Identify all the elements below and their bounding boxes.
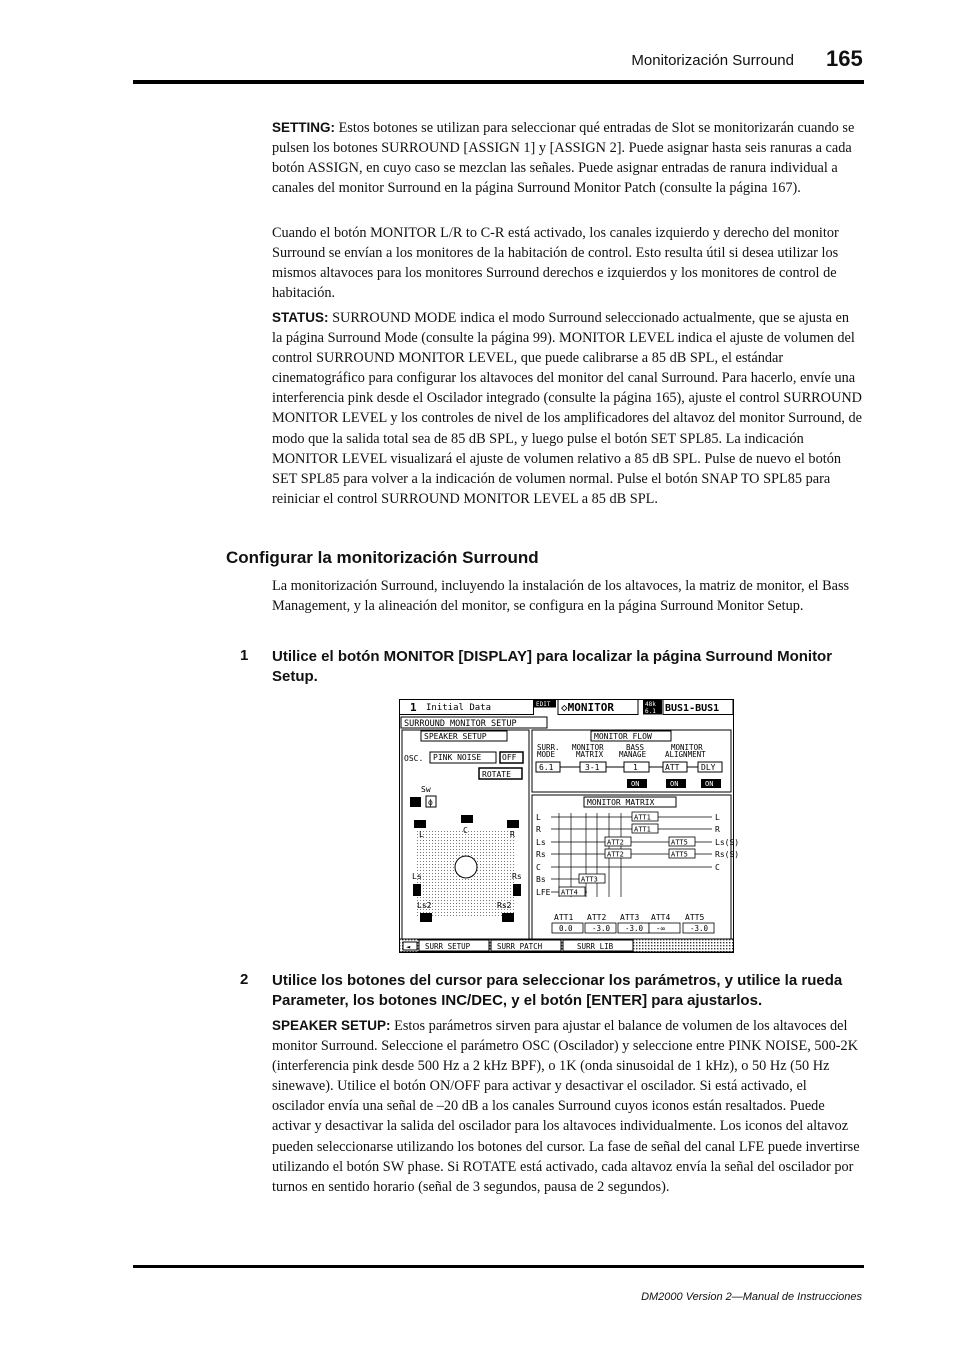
matrix-input-ls: Ls xyxy=(536,838,546,847)
speaker-rs2-icon[interactable] xyxy=(502,913,514,922)
matrix-output-rss: Rs(S) xyxy=(715,850,740,859)
intro-paragraph: La monitorización Surround, incluyendo la instalación de los altavoces, la matriz de monitor, el Bass Management, y la alineación del monitor, se configura en la página Surround Monitor Setup. xyxy=(272,578,850,615)
speaker-ls-label: Ls xyxy=(412,872,422,881)
matrix-output-r: R xyxy=(715,825,720,834)
step-1-text: Utilice el botón MONITOR [DISPLAY] para localizar la página Surround Monitor Setup. xyxy=(272,648,833,685)
svg-text:ATT5: ATT5 xyxy=(671,838,688,847)
att-header-4: ATT4 xyxy=(651,913,671,922)
step-2-number: 2 xyxy=(240,971,249,988)
speaker-setup-paragraph xyxy=(272,1016,862,1197)
monitor-flow-title: MONITOR FLOW xyxy=(594,732,652,741)
matrix-output-c: C xyxy=(715,863,720,872)
speaker-ls2-label: Ls2 xyxy=(417,901,432,910)
svg-text:ATT5: ATT5 xyxy=(671,850,688,859)
matrix-output-l: L xyxy=(715,813,720,822)
svg-text:ATT1: ATT1 xyxy=(634,825,651,834)
edit-badge: EDIT xyxy=(536,701,551,708)
page-name: ◇MONITOR xyxy=(561,701,614,714)
flow-att-button[interactable]: ATT xyxy=(665,763,680,772)
sw-speaker-icon[interactable] xyxy=(410,797,421,807)
running-header-title: Monitorización Surround xyxy=(631,52,794,69)
page-number: 165 xyxy=(826,46,863,71)
flow-mode-value[interactable]: 6.1 xyxy=(539,763,554,772)
panel-title: SURROUND MONITOR SETUP xyxy=(404,719,517,729)
rotate-button[interactable]: ROTATE xyxy=(482,770,511,779)
matrix-input-c: C xyxy=(536,863,541,872)
tab-surr-patch[interactable]: SURR PATCH xyxy=(497,942,543,951)
speaker-ls-icon[interactable] xyxy=(413,884,421,896)
flow-matrix-value[interactable]: 3-1 xyxy=(585,763,600,772)
osc-label: OSC. xyxy=(404,754,424,763)
svg-text:ON: ON xyxy=(670,780,679,788)
status-text: SURROUND MODE indica el modo Surround seleccionado actualmente, que se ajusta en la página Surround Mode (consulte la página 99). MONITOR LEVEL indica el ajuste de volumen del control SURROUND MONITOR LEVEL, que puede calibrarse a 85 dB SPL, el estándar cinematográfico para configurar los altavoces del monitor del canal Surround. Para hacerlo, envíe una interferencia pink desde el Oscilador integrado (consulte la página 165), ajuste el control SURROUND MONITOR LEVEL y los controles de nivel de los amplificadores del altavoz del monitor Surround, de modo que la salida total sea de 85 dB SPL, y luego pulse el botón SET SPL85. La indicación MONITOR LEVEL visualizará el ajuste de volumen relativo a 85 dB SPL. Pulse de nuevo el botón SET SPL85 para volver a la indicación de volumen normal. Pulse el botón SNAP TO SPL85 para reiniciar el control SURROUND MONITOR LEVEL a 85 dB SPL. xyxy=(272,310,863,507)
speaker-l-label: L xyxy=(419,830,424,839)
att-header-1: ATT1 xyxy=(554,913,574,922)
section-heading: Configurar la monitorización Surround xyxy=(226,548,539,567)
svg-text:-∞: -∞ xyxy=(656,924,666,933)
footer-rule xyxy=(133,1265,864,1268)
svg-text:ATT2: ATT2 xyxy=(607,838,624,847)
flow-align-header: MONITOR xyxy=(671,743,703,752)
speaker-setup-label: SPEAKER SETUP: xyxy=(272,1018,391,1033)
svg-text:ATT3: ATT3 xyxy=(581,875,598,884)
svg-text:-3.0: -3.0 xyxy=(592,924,611,933)
scene-number: 1 xyxy=(410,701,417,714)
att-header-3: ATT3 xyxy=(620,913,640,922)
speaker-c-label: C xyxy=(463,826,468,835)
matrix-input-bs: Bs xyxy=(536,875,546,884)
att-header-2: ATT2 xyxy=(587,913,607,922)
osc-on-off-button[interactable]: OFF xyxy=(502,753,517,762)
flow-dly-button[interactable]: DLY xyxy=(701,763,716,772)
svg-text:ON: ON xyxy=(705,780,714,788)
svg-text:MANAGE: MANAGE xyxy=(619,750,647,759)
speaker-r-icon[interactable] xyxy=(507,820,519,828)
svg-text:ALIGNMENT: ALIGNMENT xyxy=(665,750,706,759)
setting-label: SETTING: xyxy=(272,120,335,135)
speaker-l-icon[interactable] xyxy=(414,820,426,828)
svg-text:ON: ON xyxy=(631,780,640,788)
step-1-number: 1 xyxy=(240,647,249,664)
tab-surr-lib[interactable]: SURR LIB xyxy=(577,942,614,951)
matrix-input-r: R xyxy=(536,825,541,834)
monitor-lr-paragraph: Cuando el botón MONITOR L/R to C-R está activado, los canales izquierdo y derecho del monitor Surround se envían a los monitores de la habitación de control. Esto resulta útil si desea utilizar los mismos altavoces para los monitores Surround derechos e izquierdos y los monitores de control de habitación. xyxy=(272,225,839,302)
flow-mode-header: SURR. xyxy=(537,743,560,752)
surround-format: 6.1 xyxy=(645,708,656,715)
svg-text:ATT2: ATT2 xyxy=(607,850,624,859)
matrix-input-rs: Rs xyxy=(536,850,546,859)
speaker-rs-label: Rs xyxy=(512,872,522,881)
monitor-matrix-title: MONITOR MATRIX xyxy=(587,798,655,807)
svg-text:-3.0: -3.0 xyxy=(625,924,644,933)
sample-rate: 48k xyxy=(645,701,656,708)
surround-monitor-setup-screen xyxy=(399,699,740,953)
speaker-setup-text: Estos parámetros sirven para ajustar el balance de volumen de los altavoces del monitor Surround. Seleccione el parámetro OSC (Oscilador) y seleccione entre PINK NOISE, 500-2K (interferencia pink desde 500 Hz a 2 kHz BPF), o 1K (onda sinusoidal de 1 kHz), o 50 Hz (50 Hz sinewave). Utilice el botón ON/OFF para activar y desactivar el oscilador. Si está activado, el oscilador envía una señal de –20 dB a los canales Surround cuyos iconos están resaltados. Puede activar y desactivar la salida del oscilador para los altavoces individualmente. Los iconos del altavoz pueden seleccionarse utilizando los botones del cursor. La fase de señal del canal LFE puede invertirse utilizando el botón SW phase. Si ROTATE está activado, cada altavoz envía la señal del oscilador por turnos en sentido horario (señal de 3 segundos, pausa de 2 segundos). xyxy=(272,1018,860,1195)
speaker-c-icon[interactable] xyxy=(461,815,473,823)
svg-text:MATRIX: MATRIX xyxy=(576,750,604,759)
flow-bass-value[interactable]: 1 xyxy=(633,763,638,772)
matrix-input-lfe: LFE xyxy=(536,888,551,897)
sw-label: Sw xyxy=(421,785,431,794)
scene-name[interactable]: Initial Data xyxy=(426,703,492,713)
flow-matrix-header: MONITOR xyxy=(572,743,604,752)
matrix-input-l: L xyxy=(536,813,541,822)
svg-text:ϕ: ϕ xyxy=(428,798,433,807)
footer-text: DM2000 Version 2—Manual de Instrucciones xyxy=(641,1291,862,1303)
att-header-5: ATT5 xyxy=(685,913,705,922)
osc-value[interactable]: PINK NOISE xyxy=(433,753,482,762)
speaker-rs2-label: Rs2 xyxy=(497,901,512,910)
svg-text:ATT4: ATT4 xyxy=(561,888,578,897)
header-rule xyxy=(133,80,864,84)
matrix-output-lss: Ls(S) xyxy=(715,838,740,847)
svg-text:◄: ◄ xyxy=(406,943,411,951)
svg-text:ATT1: ATT1 xyxy=(634,813,651,822)
setting-text: Estos botones se utilizan para seleccionar qué entradas de Slot se monitorizarán cuando se pulsen los botones SURROUND [ASSIGN 1] y [ASSIGN 2]. Puede asignar hasta seis ranuras a cada botón ASSIGN, en cuyo caso se mezclan las señales. Puede asignar entradas de ranura individual a canales del monitor Surround en la página Surround Monitor Patch (consulte la página 167). xyxy=(272,120,855,197)
step-2-text: Utilice los botones del cursor para seleccionar los parámetros, y utilice la rueda Parameter, los botones INC/DEC, y el botón [ENTER] para ajustarlos. xyxy=(272,972,843,1009)
svg-text:0.0: 0.0 xyxy=(559,924,573,933)
tab-surr-setup[interactable]: SURR SETUP xyxy=(425,942,471,951)
speaker-ls2-icon[interactable] xyxy=(420,913,432,922)
speaker-rs-icon[interactable] xyxy=(513,884,521,896)
listener-icon xyxy=(455,856,477,878)
status-paragraph xyxy=(272,308,862,509)
bus-indicator: BUS1-BUS1 xyxy=(665,703,720,714)
svg-text:MODE: MODE xyxy=(537,750,556,759)
status-label: STATUS: xyxy=(272,310,329,325)
setting-paragraph xyxy=(272,118,862,198)
flow-bass-header: BASS xyxy=(626,743,645,752)
speaker-setup-title: SPEAKER SETUP xyxy=(424,732,487,741)
svg-text:-3.0: -3.0 xyxy=(690,924,709,933)
speaker-r-label: R xyxy=(510,830,515,839)
